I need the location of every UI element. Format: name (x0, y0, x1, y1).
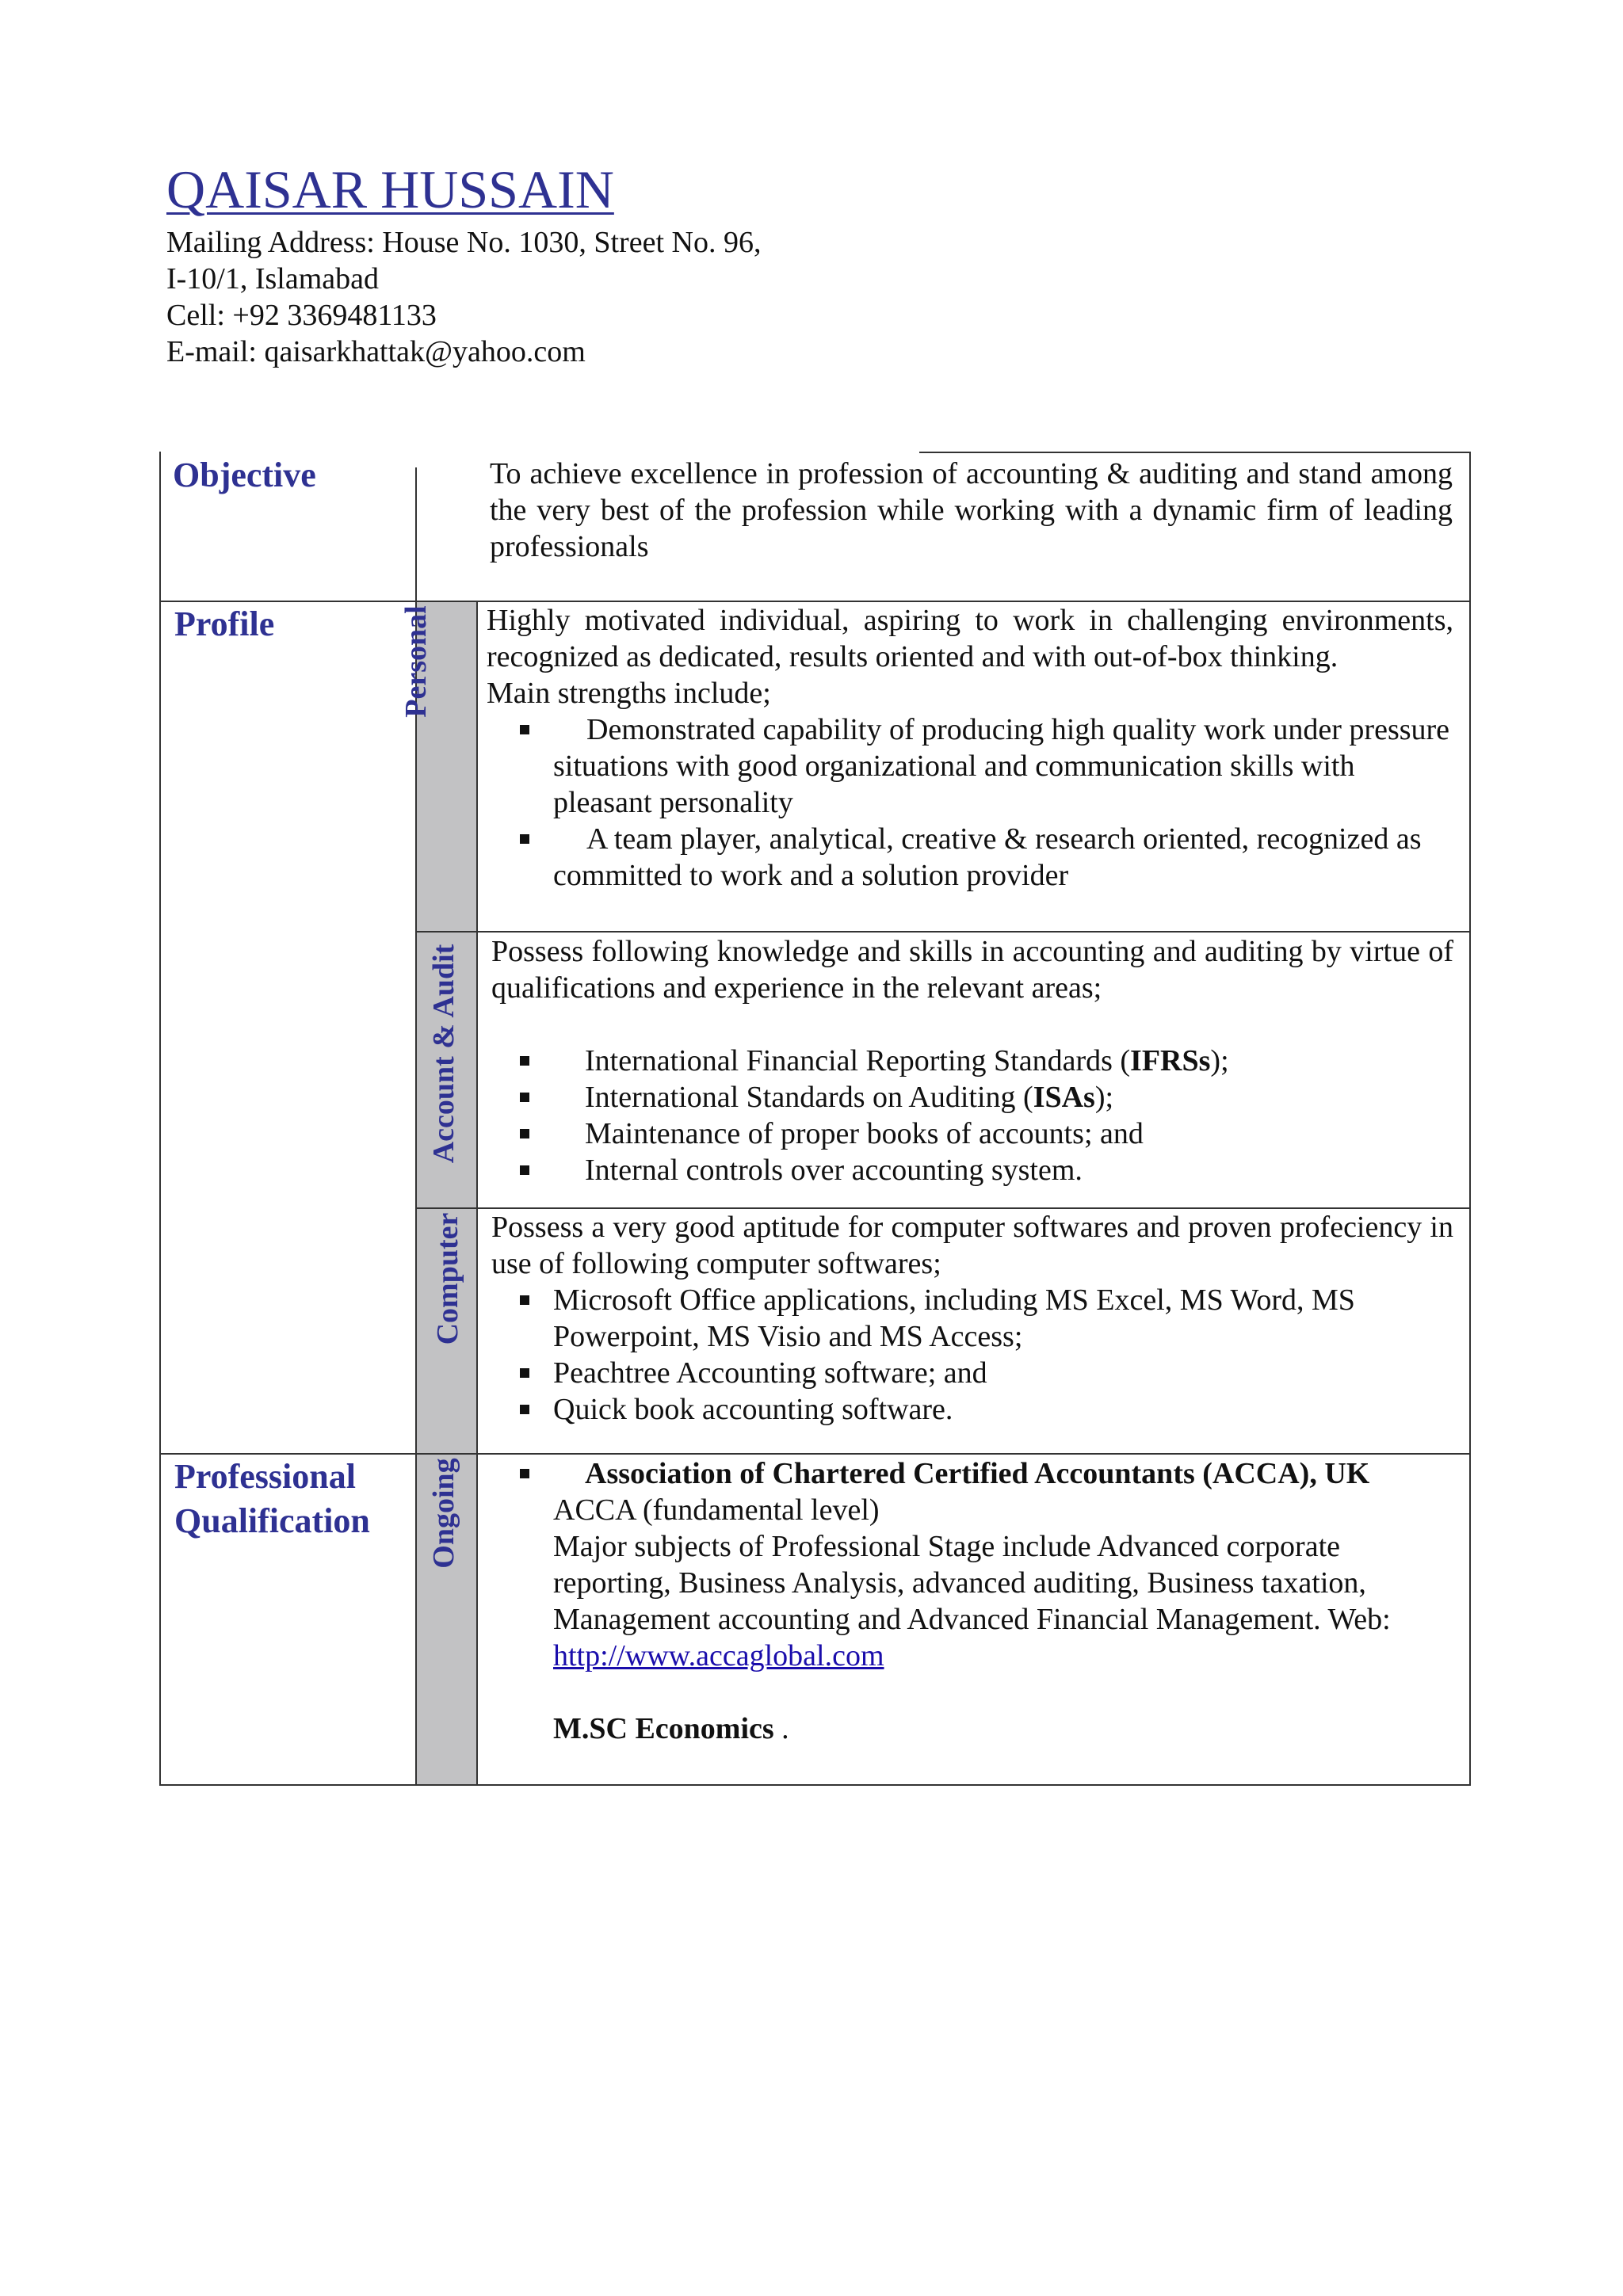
square-bullet-icon (520, 1056, 529, 1066)
qualification-heading-line-2: Qualification (174, 1501, 370, 1540)
address-line-1: Mailing Address: House No. 1030, Street No. 96, (166, 226, 762, 259)
personal-label: Personal (399, 605, 433, 718)
square-bullet-icon (520, 1165, 529, 1175)
strengths-title: Main strengths include; (487, 677, 771, 710)
square-bullet-icon (520, 1368, 529, 1378)
square-bullet-icon (520, 1129, 529, 1138)
personal-intro: Highly motivated individual, aspiring to work in challenging environments, recognized as dedicated, results oriented and with out-of-box thinking. (487, 604, 1453, 673)
acca-title-row (491, 1455, 1453, 1492)
square-bullet-icon (520, 1469, 529, 1478)
msc-row (553, 1711, 1453, 1747)
address-line-2: I-10/1, Islamabad (166, 262, 380, 296)
email-address: E-mail: qaisarkhattak@yahoo.com (166, 335, 586, 368)
spacer (553, 1674, 1453, 1711)
table-bottom-border (159, 1784, 1471, 1786)
list-item: Microsoft Office applications, including MS Excel, MS Word, MS Powerpoint, MS Visio and MS Access; (491, 1282, 1453, 1355)
qualification-heading (174, 1455, 370, 1543)
computer-intro: Possess a very good aptitude for computer softwares and proven profeciency in use of following computer softwares; (491, 1211, 1453, 1280)
square-bullet-icon (520, 725, 529, 734)
account-audit-list (491, 1043, 1453, 1188)
acca-details (491, 1492, 1453, 1747)
account-audit-intro: Possess following knowledge and skills in accounting and auditing by virtue of qualifications and experience in the relevant areas; (491, 935, 1453, 1005)
table-top-border (919, 452, 1471, 453)
account-audit-section (491, 933, 1453, 1188)
list-item: Internal controls over accounting system. (491, 1152, 1453, 1188)
ongoing-label: Ongoing (427, 1458, 460, 1569)
acca-website-link[interactable]: http://www.accaglobal.com (553, 1639, 884, 1672)
list-item: International Standards on Auditing (ISAs); (491, 1079, 1453, 1116)
acca-level: ACCA (fundamental level) (553, 1493, 880, 1527)
contact-block (166, 224, 761, 370)
table-right-border (1469, 452, 1471, 1786)
msc-degree: M.SC Economics (553, 1712, 774, 1745)
personal-section (487, 602, 1453, 894)
account-audit-label: Account & Audit (427, 944, 460, 1164)
msc-suffix: . (773, 1712, 789, 1745)
square-bullet-icon (520, 1295, 529, 1305)
column-divider-label (476, 601, 478, 1786)
profile-heading: Profile (174, 605, 275, 643)
table-left-border (159, 452, 161, 1786)
computer-label: Computer (431, 1212, 464, 1345)
square-bullet-icon (520, 1093, 529, 1102)
objective-heading: Objective (173, 456, 316, 494)
row-divider-personal (415, 931, 1471, 933)
square-bullet-icon (520, 834, 529, 844)
list-item: Quick book accounting software. (491, 1391, 1453, 1428)
list-item: International Financial Reporting Standards (IFRSs); (491, 1043, 1453, 1079)
objective-text: To achieve excellence in profession of accounting & auditing and stand among the very best of the profession while working with a dynamic firm of leading professionals (490, 457, 1453, 563)
square-bullet-icon (520, 1405, 529, 1414)
qualification-heading-line-1: Professional (174, 1457, 356, 1496)
acca-title: Association of Chartered Certified Accountants (ACCA), UK (585, 1457, 1370, 1490)
list-item: Maintenance of proper books of accounts; and (491, 1116, 1453, 1152)
list-item: Peachtree Accounting software; and (491, 1355, 1453, 1391)
acca-description: Major subjects of Professional Stage include Advanced corporate reporting, Business Analysis, advanced auditing, Business taxation, Management accounting and Advanced Financial Management. Web: http://www.accaglobal.com (553, 1530, 1391, 1672)
label-band (415, 601, 477, 1786)
qualification-section (491, 1455, 1453, 1747)
list-item: A team player, analytical, creative & research oriented, recognized as committed to work and a solution provider (487, 821, 1453, 894)
computer-list (491, 1282, 1453, 1428)
list-item: Demonstrated capability of producing high quality work under pressure situations with good organizational and communication skills with pleasant personality (487, 711, 1453, 821)
cell-number: Cell: +92 3369481133 (166, 299, 437, 332)
strengths-list (487, 711, 1453, 894)
candidate-name: QAISAR HUSSAIN (166, 159, 614, 219)
spacer (491, 1006, 1453, 1043)
computer-section (491, 1209, 1453, 1428)
